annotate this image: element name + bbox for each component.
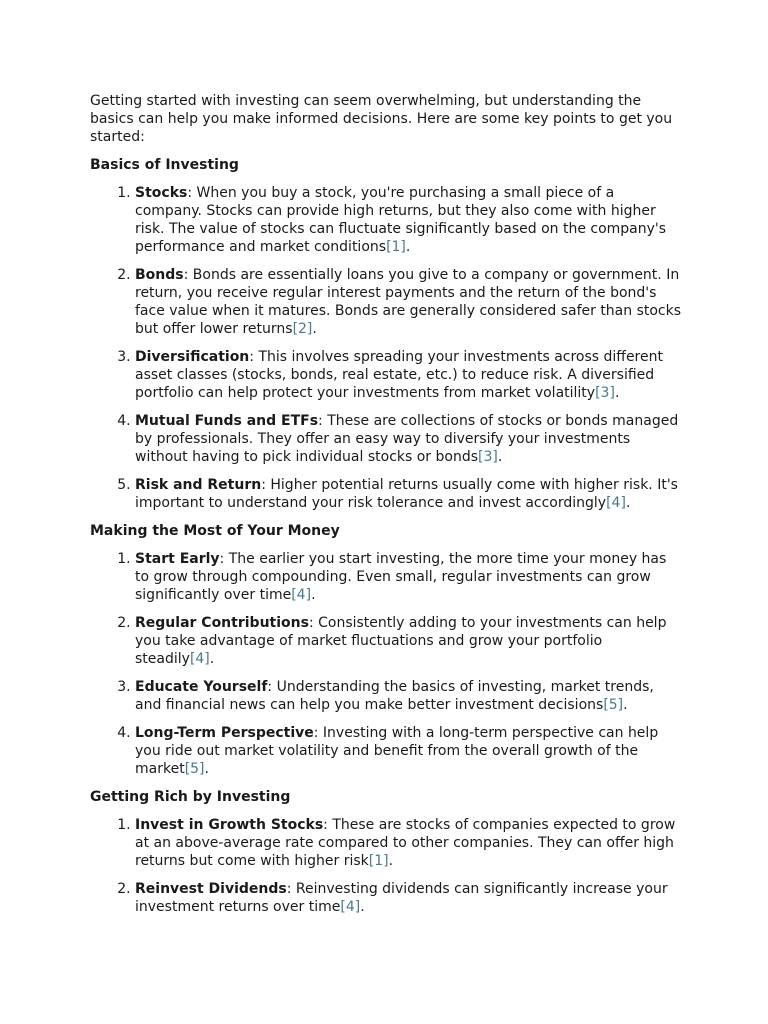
citation-link[interactable]: [4] xyxy=(606,495,626,511)
citation-link[interactable]: [1] xyxy=(368,853,389,869)
rich-list xyxy=(90,816,682,916)
item-text: : Reinvesting dividends can significantly increase your investment returns over time xyxy=(135,881,668,915)
list-item xyxy=(135,266,682,338)
item-text: : These are stocks of companies expected to grow at an above-average rate compared to other companies. They can offer high returns but come with higher risk xyxy=(135,817,676,869)
list-item xyxy=(135,678,682,714)
item-end: . xyxy=(311,587,316,603)
section-heading-basics: Basics of Investing xyxy=(90,157,239,173)
list-item xyxy=(135,348,682,402)
citation-link[interactable]: [5] xyxy=(603,697,624,713)
basics-list xyxy=(90,184,682,512)
item-title: Diversification xyxy=(135,349,250,365)
citation-link[interactable]: [2] xyxy=(292,321,313,337)
item-text: : The earlier you start investing, the more time your money has to grow through compounding. Even small, regular investments can grow significantly over time xyxy=(135,551,667,603)
item-end: . xyxy=(623,697,628,713)
list-item xyxy=(135,614,682,668)
item-end: . xyxy=(204,761,209,777)
item-end: . xyxy=(312,321,317,337)
item-end: . xyxy=(625,495,631,511)
item-text: : This involves spreading your investments across different asset classes (stocks, bonds, real estate, etc.) to reduce risk. A diversified portfolio can help protect your investments from market volatility xyxy=(135,349,663,401)
item-end: . xyxy=(614,385,620,401)
item-title: Start Early xyxy=(135,551,220,567)
item-text: : When you buy a stock, you're purchasing a small piece of a company. Stocks can provide high returns, but they also come with higher risk. The value of stocks can fluctuate significantly based on the company's performance and market conditions xyxy=(135,185,667,255)
article-content xyxy=(90,92,682,926)
item-end: . xyxy=(405,239,411,255)
citation-link[interactable]: [3] xyxy=(478,449,498,465)
list-item xyxy=(135,412,682,466)
list-item xyxy=(135,550,682,604)
item-title: Mutual Funds and ETFs xyxy=(135,413,319,429)
citation-link[interactable]: [4] xyxy=(340,899,361,915)
item-text: : Consistently adding to your investments can help you take advantage of market fluctuations and grow your portfolio steadily xyxy=(135,615,667,667)
citation-link[interactable]: [4] xyxy=(291,587,312,603)
section-heading-money: Making the Most of Your Money xyxy=(90,523,340,539)
item-title: Reinvest Dividends xyxy=(135,881,287,897)
item-text: : Understanding the basics of investing, market trends, and financial news can help you make better investment decisions xyxy=(135,679,654,713)
item-text: : Investing with a long-term perspective can help you ride out market volatility and benefit from the overall growth of the market xyxy=(135,725,659,777)
item-text: : Higher potential returns usually come with higher risk. It's important to understand your risk tolerance and invest accordingly xyxy=(135,477,678,511)
item-text: : These are collections of stocks or bonds managed by professionals. They offer an easy way to diversify your investments without having to pick individual stocks or bonds xyxy=(135,413,679,465)
section-heading-rich: Getting Rich by Investing xyxy=(90,789,291,805)
intro-paragraph: Getting started with investing can seem overwhelming, but understanding the basics can help you make informed decisions. Here are some key points to get you started: xyxy=(90,93,673,145)
citation-link[interactable]: [5] xyxy=(184,761,205,777)
money-list xyxy=(90,550,682,778)
list-item xyxy=(135,184,682,256)
item-end: . xyxy=(388,853,394,869)
item-title: Bonds xyxy=(135,267,184,283)
list-item xyxy=(135,476,682,512)
item-title: Regular Contributions xyxy=(135,615,309,631)
item-text: : Bonds are essentially loans you give to a company or government. In return, you receive regular interest payments and the return of the bond's face value when it matures. Bonds are generally considered safer than stocks but offer lower returns xyxy=(135,267,682,337)
item-title: Long-Term Perspective xyxy=(135,725,314,741)
item-end: . xyxy=(209,651,215,667)
citation-link[interactable]: [4] xyxy=(189,651,210,667)
list-item xyxy=(135,880,682,916)
item-end: . xyxy=(360,899,365,915)
item-end: . xyxy=(497,449,503,465)
item-title: Educate Yourself xyxy=(135,679,268,695)
citation-link[interactable]: [1] xyxy=(386,239,406,255)
list-item xyxy=(135,816,682,870)
item-title: Invest in Growth Stocks xyxy=(135,817,324,833)
item-title: Risk and Return xyxy=(135,477,262,493)
list-item xyxy=(135,724,682,778)
item-title: Stocks xyxy=(135,185,188,201)
citation-link[interactable]: [3] xyxy=(595,385,615,401)
